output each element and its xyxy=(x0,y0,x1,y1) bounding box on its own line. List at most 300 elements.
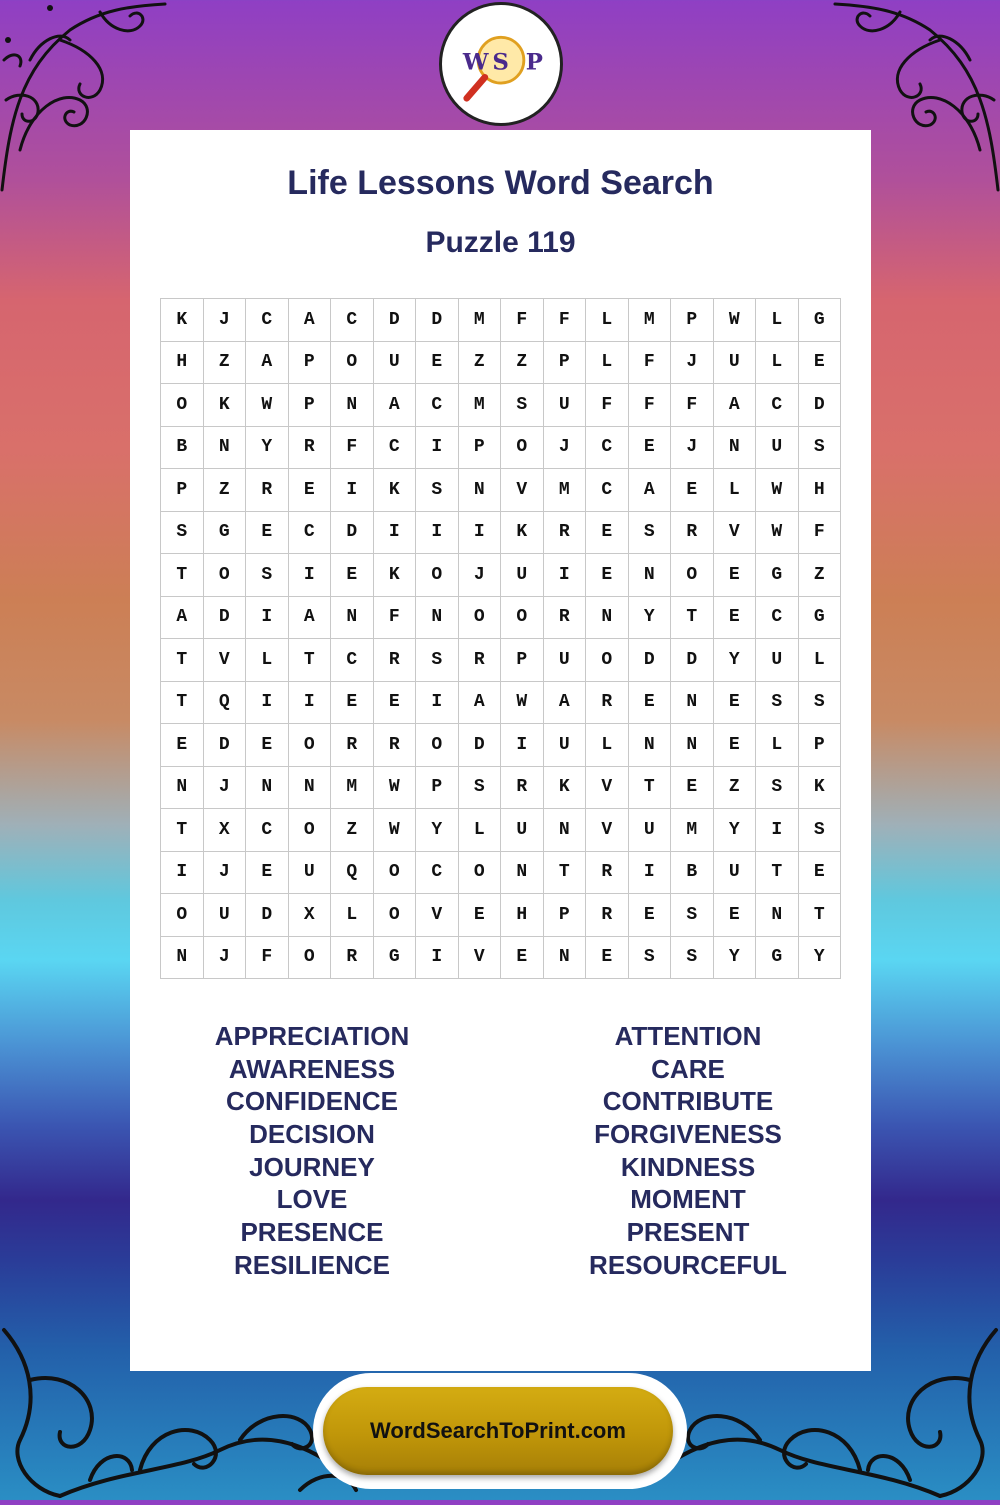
grid-cell[interactable]: D xyxy=(628,639,671,682)
grid-cell[interactable]: E xyxy=(628,426,671,469)
grid-row xyxy=(161,554,841,597)
grid-cell[interactable]: S xyxy=(756,681,799,724)
grid-cell[interactable]: Z xyxy=(458,341,501,384)
grid-cell[interactable]: E xyxy=(373,681,416,724)
grid-cell[interactable]: N xyxy=(756,894,799,937)
grid-cell[interactable]: R xyxy=(543,596,586,639)
grid-cell[interactable]: T xyxy=(161,809,204,852)
grid-cell[interactable]: Y xyxy=(246,426,289,469)
letter-grid xyxy=(160,298,841,979)
word-list-left-column xyxy=(142,1020,482,1282)
grid-cell[interactable]: A xyxy=(288,596,331,639)
grid-cell[interactable]: W xyxy=(756,469,799,512)
grid-cell[interactable]: Z xyxy=(501,341,544,384)
grid-cell[interactable]: L xyxy=(798,639,841,682)
grid-cell[interactable]: E xyxy=(628,681,671,724)
grid-cell[interactable]: I xyxy=(246,596,289,639)
grid-cell[interactable]: C xyxy=(246,809,289,852)
grid-cell[interactable]: S xyxy=(798,681,841,724)
grid-cell[interactable]: S xyxy=(416,639,459,682)
grid-cell[interactable]: D xyxy=(373,299,416,342)
grid-cell[interactable]: C xyxy=(416,384,459,427)
grid-cell[interactable]: D xyxy=(458,724,501,767)
grid-cell[interactable]: O xyxy=(373,894,416,937)
grid-cell[interactable]: I xyxy=(458,511,501,554)
word-list-item: MOMENT xyxy=(630,1184,746,1215)
grid-row xyxy=(161,639,841,682)
grid-cell[interactable]: T xyxy=(161,639,204,682)
wsp-logo[interactable] xyxy=(439,2,563,126)
grid-cell[interactable]: O xyxy=(161,384,204,427)
grid-cell[interactable]: S xyxy=(671,894,714,937)
grid-cell[interactable]: K xyxy=(203,384,246,427)
grid-cell[interactable]: C xyxy=(331,639,374,682)
grid-cell[interactable]: T xyxy=(543,851,586,894)
grid-cell[interactable]: S xyxy=(798,809,841,852)
grid-cell[interactable]: R xyxy=(586,851,629,894)
grid-cell[interactable]: B xyxy=(671,851,714,894)
grid-cell[interactable]: W xyxy=(373,766,416,809)
grid-cell[interactable]: L xyxy=(756,299,799,342)
grid-cell[interactable]: Z xyxy=(203,341,246,384)
grid-cell[interactable]: I xyxy=(288,554,331,597)
grid-cell[interactable]: J xyxy=(458,554,501,597)
grid-cell[interactable]: C xyxy=(246,299,289,342)
grid-cell[interactable]: S xyxy=(161,511,204,554)
grid-cell[interactable]: I xyxy=(288,681,331,724)
grid-cell[interactable]: C xyxy=(331,299,374,342)
grid-cell[interactable]: Q xyxy=(331,851,374,894)
grid-cell[interactable]: P xyxy=(458,426,501,469)
grid-cell[interactable]: F xyxy=(331,426,374,469)
grid-cell[interactable]: V xyxy=(416,894,459,937)
grid-cell[interactable]: J xyxy=(203,936,246,979)
grid-cell[interactable]: Y xyxy=(713,639,756,682)
grid-cell[interactable]: T xyxy=(671,596,714,639)
grid-cell[interactable]: U xyxy=(543,724,586,767)
grid-cell[interactable]: T xyxy=(628,766,671,809)
grid-cell[interactable]: O xyxy=(203,554,246,597)
grid-cell[interactable]: M xyxy=(628,299,671,342)
grid-cell[interactable]: D xyxy=(798,384,841,427)
grid-cell[interactable]: I xyxy=(246,681,289,724)
grid-cell[interactable]: N xyxy=(331,596,374,639)
grid-row xyxy=(161,426,841,469)
grid-cell[interactable]: U xyxy=(713,341,756,384)
grid-cell[interactable]: J xyxy=(203,299,246,342)
grid-cell[interactable]: A xyxy=(373,384,416,427)
grid-cell[interactable]: L xyxy=(458,809,501,852)
grid-row xyxy=(161,596,841,639)
grid-cell[interactable]: L xyxy=(756,341,799,384)
grid-cell[interactable]: O xyxy=(458,851,501,894)
grid-cell[interactable]: A xyxy=(713,384,756,427)
grid-cell[interactable]: O xyxy=(501,426,544,469)
word-list-item: RESOURCEFUL xyxy=(589,1249,787,1280)
grid-row xyxy=(161,681,841,724)
grid-cell[interactable]: T xyxy=(288,639,331,682)
grid-cell[interactable]: E xyxy=(713,724,756,767)
grid-cell[interactable]: O xyxy=(288,936,331,979)
grid-cell[interactable]: X xyxy=(288,894,331,937)
grid-cell[interactable]: W xyxy=(246,384,289,427)
grid-row xyxy=(161,384,841,427)
grid-cell[interactable]: R xyxy=(331,724,374,767)
grid-row xyxy=(161,299,841,342)
grid-cell[interactable]: W xyxy=(756,511,799,554)
grid-cell[interactable]: T xyxy=(756,851,799,894)
grid-row xyxy=(161,724,841,767)
grid-cell[interactable]: J xyxy=(203,851,246,894)
grid-cell[interactable]: O xyxy=(416,554,459,597)
grid-cell[interactable]: L xyxy=(331,894,374,937)
grid-cell[interactable]: K xyxy=(373,469,416,512)
grid-cell[interactable]: X xyxy=(203,809,246,852)
grid-cell[interactable]: Y xyxy=(416,809,459,852)
grid-cell[interactable]: E xyxy=(628,894,671,937)
grid-cell[interactable]: M xyxy=(671,809,714,852)
grid-cell[interactable]: P xyxy=(543,894,586,937)
grid-cell[interactable]: E xyxy=(331,554,374,597)
grid-cell[interactable]: D xyxy=(671,639,714,682)
grid-cell[interactable]: H xyxy=(798,469,841,512)
grid-cell[interactable]: O xyxy=(161,894,204,937)
grid-cell[interactable]: N xyxy=(671,681,714,724)
grid-cell[interactable]: U xyxy=(373,341,416,384)
grid-cell[interactable]: L xyxy=(246,639,289,682)
grid-cell[interactable]: J xyxy=(671,426,714,469)
grid-cell[interactable]: D xyxy=(416,299,459,342)
grid-cell[interactable]: I xyxy=(416,681,459,724)
grid-cell[interactable]: K xyxy=(501,511,544,554)
grid-cell[interactable]: N xyxy=(203,426,246,469)
grid-cell[interactable]: V xyxy=(203,639,246,682)
grid-cell[interactable]: O xyxy=(373,851,416,894)
grid-cell[interactable]: F xyxy=(246,936,289,979)
grid-cell[interactable]: N xyxy=(416,596,459,639)
grid-cell[interactable]: P xyxy=(288,384,331,427)
grid-cell[interactable]: N xyxy=(288,766,331,809)
grid-cell[interactable]: K xyxy=(161,299,204,342)
grid-cell[interactable]: Z xyxy=(331,809,374,852)
grid-cell[interactable]: V xyxy=(586,809,629,852)
grid-cell[interactable]: U xyxy=(628,809,671,852)
grid-cell[interactable]: S xyxy=(501,384,544,427)
grid-cell[interactable]: G xyxy=(756,554,799,597)
grid-cell[interactable]: F xyxy=(628,341,671,384)
grid-cell[interactable]: R xyxy=(288,426,331,469)
grid-cell[interactable]: E xyxy=(246,851,289,894)
grid-cell[interactable]: G xyxy=(373,936,416,979)
grid-cell[interactable]: A xyxy=(543,681,586,724)
grid-cell[interactable]: S xyxy=(416,469,459,512)
website-link-button[interactable]: WordSearchToPrint.com xyxy=(323,1387,673,1475)
grid-cell[interactable]: N xyxy=(586,596,629,639)
grid-cell[interactable]: I xyxy=(543,554,586,597)
grid-cell[interactable]: K xyxy=(543,766,586,809)
grid-cell[interactable]: Y xyxy=(798,936,841,979)
grid-cell[interactable]: M xyxy=(458,299,501,342)
grid-cell[interactable]: R xyxy=(373,724,416,767)
grid-cell[interactable]: U xyxy=(288,851,331,894)
grid-cell[interactable]: N xyxy=(543,936,586,979)
grid-cell[interactable]: K xyxy=(798,766,841,809)
word-list-item: KINDNESS xyxy=(620,1151,756,1182)
grid-cell[interactable]: D xyxy=(203,724,246,767)
grid-cell[interactable]: P xyxy=(416,766,459,809)
grid-row xyxy=(161,766,841,809)
grid-cell[interactable]: C xyxy=(586,426,629,469)
grid-cell[interactable]: E xyxy=(586,936,629,979)
grid-cell[interactable]: C xyxy=(288,511,331,554)
grid-cell[interactable]: D xyxy=(246,894,289,937)
grid-cell[interactable]: U xyxy=(501,809,544,852)
word-list-item: JOURNEY xyxy=(249,1151,375,1182)
word-list-item: ATTENTION xyxy=(614,1021,762,1051)
grid-cell[interactable]: G xyxy=(203,511,246,554)
grid-cell[interactable]: R xyxy=(586,894,629,937)
grid-cell[interactable]: L xyxy=(756,724,799,767)
grid-cell[interactable]: U xyxy=(203,894,246,937)
grid-cell[interactable]: Z xyxy=(203,469,246,512)
grid-cell[interactable]: A xyxy=(246,341,289,384)
grid-row xyxy=(161,851,841,894)
grid-cell[interactable]: T xyxy=(798,894,841,937)
grid-cell[interactable]: R xyxy=(671,511,714,554)
grid-cell[interactable]: C xyxy=(586,469,629,512)
grid-cell[interactable]: Q xyxy=(203,681,246,724)
grid-cell[interactable]: F xyxy=(501,299,544,342)
grid-cell[interactable]: D xyxy=(331,511,374,554)
grid-cell[interactable]: J xyxy=(543,426,586,469)
grid-cell[interactable]: L xyxy=(713,469,756,512)
grid-cell[interactable]: E xyxy=(713,596,756,639)
grid-cell[interactable]: P xyxy=(161,469,204,512)
grid-row xyxy=(161,936,841,979)
grid-cell[interactable]: E xyxy=(713,554,756,597)
word-list xyxy=(130,1020,871,1290)
grid-cell[interactable]: V xyxy=(713,511,756,554)
grid-cell[interactable]: E xyxy=(161,724,204,767)
grid-cell[interactable]: E xyxy=(288,469,331,512)
grid-cell[interactable]: Z xyxy=(798,554,841,597)
grid-cell[interactable]: E xyxy=(671,469,714,512)
grid-cell[interactable]: E xyxy=(416,341,459,384)
grid-cell[interactable]: N xyxy=(246,766,289,809)
grid-cell[interactable]: O xyxy=(671,554,714,597)
grid-cell[interactable]: I xyxy=(416,426,459,469)
grid-cell[interactable]: F xyxy=(798,511,841,554)
grid-cell[interactable]: U xyxy=(543,639,586,682)
grid-cell[interactable]: N xyxy=(628,724,671,767)
grid-cell[interactable]: O xyxy=(288,809,331,852)
grid-cell[interactable]: G xyxy=(756,936,799,979)
grid-cell[interactable]: G xyxy=(798,299,841,342)
grid-cell[interactable]: K xyxy=(373,554,416,597)
grid-cell[interactable]: T xyxy=(161,554,204,597)
grid-cell[interactable]: O xyxy=(331,341,374,384)
grid-cell[interactable]: R xyxy=(331,936,374,979)
grid-cell[interactable]: T xyxy=(161,681,204,724)
grid-cell[interactable]: L xyxy=(586,724,629,767)
word-list-item: AWARENESS xyxy=(228,1053,396,1084)
grid-cell[interactable]: U xyxy=(501,554,544,597)
grid-cell[interactable]: N xyxy=(458,469,501,512)
grid-cell[interactable]: G xyxy=(798,596,841,639)
grid-cell[interactable]: U xyxy=(756,426,799,469)
grid-cell[interactable]: W xyxy=(373,809,416,852)
grid-cell[interactable]: E xyxy=(798,851,841,894)
puzzle-card xyxy=(130,130,871,1371)
grid-cell[interactable]: R xyxy=(458,639,501,682)
grid-cell[interactable]: U xyxy=(713,851,756,894)
grid-cell[interactable]: U xyxy=(756,639,799,682)
grid-cell[interactable]: V xyxy=(501,469,544,512)
grid-cell[interactable]: I xyxy=(628,851,671,894)
grid-cell[interactable]: F xyxy=(628,384,671,427)
grid-cell[interactable]: S xyxy=(628,511,671,554)
grid-cell[interactable]: Y xyxy=(713,936,756,979)
logo-letter-p: P xyxy=(525,49,543,76)
grid-cell[interactable]: F xyxy=(671,384,714,427)
grid-cell[interactable]: E xyxy=(501,936,544,979)
grid-cell[interactable]: I xyxy=(416,936,459,979)
grid-cell[interactable]: V xyxy=(586,766,629,809)
grid-cell[interactable]: N xyxy=(161,766,204,809)
word-list-right-column xyxy=(518,1020,858,1282)
grid-cell[interactable]: P xyxy=(288,341,331,384)
word-list-item: DECISION xyxy=(249,1119,375,1150)
grid-cell[interactable]: F xyxy=(586,384,629,427)
grid-cell[interactable]: S xyxy=(671,936,714,979)
grid-cell[interactable]: N xyxy=(331,384,374,427)
grid-cell[interactable]: N xyxy=(628,554,671,597)
word-list-item: CARE xyxy=(651,1053,725,1084)
logo-letter-s: S xyxy=(492,49,509,76)
grid-cell[interactable]: Y xyxy=(628,596,671,639)
grid-cell[interactable]: D xyxy=(203,596,246,639)
grid-cell[interactable]: W xyxy=(501,681,544,724)
grid-cell[interactable]: C xyxy=(373,426,416,469)
grid-cell[interactable]: N xyxy=(161,936,204,979)
grid-cell[interactable]: S xyxy=(458,766,501,809)
grid-cell[interactable]: O xyxy=(586,639,629,682)
grid-cell[interactable]: U xyxy=(543,384,586,427)
grid-cell[interactable]: P xyxy=(798,724,841,767)
grid-cell[interactable]: I xyxy=(416,511,459,554)
grid-cell[interactable]: P xyxy=(501,639,544,682)
grid-cell[interactable]: F xyxy=(543,299,586,342)
grid-cell[interactable]: I xyxy=(373,511,416,554)
word-list-item: PRESENT xyxy=(626,1217,750,1248)
grid-cell[interactable]: E xyxy=(586,554,629,597)
grid-cell[interactable]: N xyxy=(713,426,756,469)
grid-cell[interactable]: H xyxy=(161,341,204,384)
grid-cell[interactable]: I xyxy=(161,851,204,894)
word-list-item: FORGIVENESS xyxy=(594,1119,782,1150)
grid-cell[interactable]: I xyxy=(501,724,544,767)
grid-cell[interactable]: A xyxy=(628,469,671,512)
word-list-item: PRESENCE xyxy=(240,1217,384,1248)
grid-cell[interactable]: L xyxy=(586,299,629,342)
grid-cell[interactable]: E xyxy=(331,681,374,724)
grid-cell[interactable]: M xyxy=(543,469,586,512)
grid-cell[interactable]: H xyxy=(501,894,544,937)
grid-cell[interactable]: V xyxy=(458,936,501,979)
grid-cell[interactable]: L xyxy=(586,341,629,384)
grid-cell[interactable]: C xyxy=(416,851,459,894)
grid-cell[interactable]: E xyxy=(246,511,289,554)
grid-cell[interactable]: J xyxy=(203,766,246,809)
page-title: Life Lessons Word Search xyxy=(287,164,714,202)
grid-cell[interactable]: O xyxy=(458,596,501,639)
grid-row xyxy=(161,341,841,384)
grid-row xyxy=(161,469,841,512)
grid-cell[interactable]: R xyxy=(543,511,586,554)
grid-cell[interactable]: W xyxy=(713,299,756,342)
logo-letter-w: W xyxy=(462,49,489,76)
grid-cell[interactable]: C xyxy=(756,596,799,639)
grid-cell[interactable]: B xyxy=(161,426,204,469)
grid-cell[interactable]: S xyxy=(246,554,289,597)
grid-cell[interactable]: A xyxy=(288,299,331,342)
grid-cell[interactable]: R xyxy=(246,469,289,512)
grid-cell[interactable]: J xyxy=(671,341,714,384)
grid-cell[interactable]: R xyxy=(373,639,416,682)
grid-cell[interactable]: E xyxy=(798,341,841,384)
grid-cell[interactable]: R xyxy=(586,681,629,724)
word-list-item: RESILIENCE xyxy=(233,1249,391,1280)
grid-cell[interactable]: N xyxy=(671,724,714,767)
grid-cell[interactable]: M xyxy=(331,766,374,809)
grid-cell[interactable]: N xyxy=(501,851,544,894)
grid-cell[interactable]: N xyxy=(543,809,586,852)
grid-cell[interactable]: Y xyxy=(713,809,756,852)
grid-cell[interactable]: A xyxy=(161,596,204,639)
word-list-item: LOVE xyxy=(276,1184,348,1215)
word-list-item: CONFIDENCE xyxy=(226,1086,398,1117)
grid-cell[interactable]: F xyxy=(373,596,416,639)
grid-cell[interactable]: E xyxy=(458,894,501,937)
word-list-item: APPRECIATION xyxy=(214,1021,410,1051)
grid-cell[interactable]: S xyxy=(798,426,841,469)
grid-cell[interactable]: I xyxy=(756,809,799,852)
footer-pill xyxy=(313,1373,687,1489)
grid-cell[interactable]: S xyxy=(756,766,799,809)
grid-cell[interactable]: A xyxy=(458,681,501,724)
grid-cell[interactable]: P xyxy=(671,299,714,342)
grid-cell[interactable]: M xyxy=(458,384,501,427)
grid-cell[interactable]: P xyxy=(543,341,586,384)
grid-cell[interactable]: O xyxy=(501,596,544,639)
grid-cell[interactable]: C xyxy=(756,384,799,427)
grid-cell[interactable]: E xyxy=(713,894,756,937)
grid-cell[interactable]: E xyxy=(246,724,289,767)
puzzle-number: Puzzle 119 xyxy=(425,226,576,259)
grid-cell[interactable]: O xyxy=(416,724,459,767)
grid-cell[interactable]: Z xyxy=(713,766,756,809)
grid-cell[interactable]: E xyxy=(671,766,714,809)
grid-cell[interactable]: E xyxy=(586,511,629,554)
grid-cell[interactable]: I xyxy=(331,469,374,512)
grid-cell[interactable]: S xyxy=(628,936,671,979)
grid-row xyxy=(161,511,841,554)
grid-row xyxy=(161,809,841,852)
grid-cell[interactable]: E xyxy=(713,681,756,724)
grid-cell[interactable]: R xyxy=(501,766,544,809)
grid-cell[interactable]: O xyxy=(288,724,331,767)
grid-row xyxy=(161,894,841,937)
